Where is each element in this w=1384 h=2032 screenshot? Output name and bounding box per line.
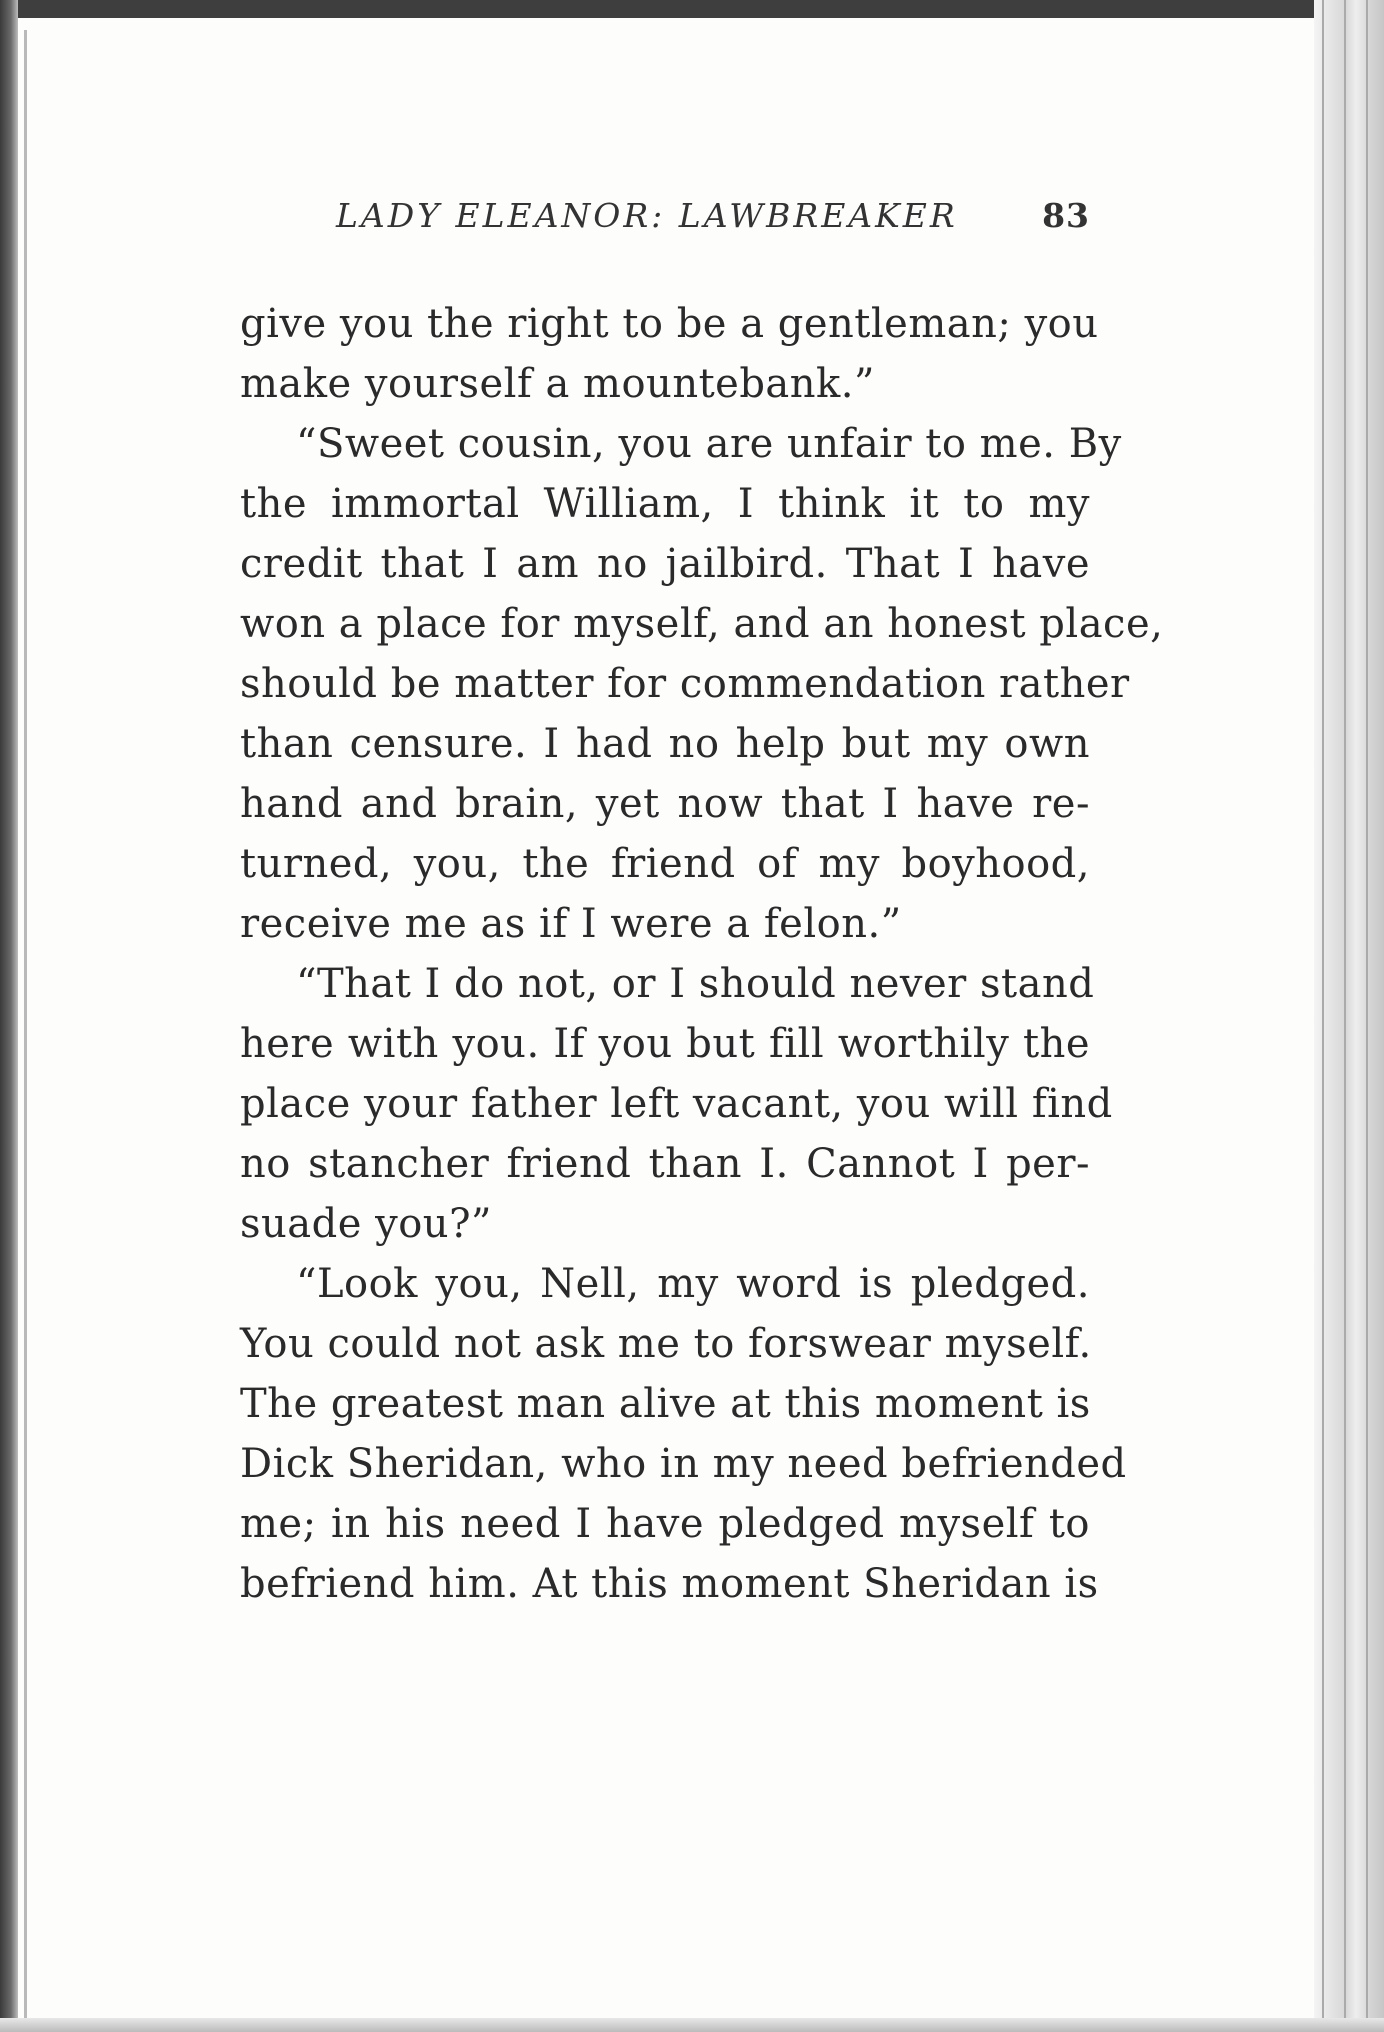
text-line: turned, you, the friend of my boyhood, [240, 841, 1090, 887]
text-line: The greatest man alive at this moment is [240, 1381, 1091, 1427]
scan-top-edge [0, 0, 1384, 18]
text-line: give you the right to be a gentleman; you [240, 301, 1099, 347]
scan-bottom-edge [0, 2018, 1384, 2032]
paragraph [240, 1254, 1127, 1614]
text-line: hand and brain, yet now that I have re- [240, 781, 1090, 827]
book-page [240, 196, 1164, 1614]
gutter-line [1322, 0, 1324, 2032]
text-line: here with you. If you but fill worthily the [240, 1021, 1090, 1067]
text-line: receive me as if I were a felon.” [240, 901, 902, 947]
text-line: place your father left vacant, you will find [240, 1081, 1113, 1127]
text-line: credit that I am no jailbird. That I have [240, 541, 1090, 587]
text-line: “Look you, Nell, my word is pledged. [296, 1261, 1090, 1307]
text-line: You could not ask me to forswear myself. [240, 1321, 1092, 1367]
text-line: should be matter for commendation rather [240, 661, 1130, 707]
paragraph [240, 954, 1113, 1254]
text-line: “Sweet cousin, you are unfair to me. By [296, 421, 1122, 467]
running-title: LADY ELEANOR: LAWBREAKER [336, 196, 958, 235]
gutter-line [1344, 0, 1346, 2032]
text-line: befriend him. At this moment Sheridan is [240, 1561, 1099, 1607]
page-number: 83 [1042, 196, 1090, 235]
page-left-rule [24, 30, 27, 2032]
paragraph [240, 294, 1099, 414]
book-gutter [1314, 0, 1384, 2032]
text-line: Dick Sheridan, who in my need befriended [240, 1441, 1127, 1487]
text-line: won a place for myself, and an honest place, [240, 601, 1164, 647]
body-text [240, 294, 1164, 1614]
text-line: no stancher friend than I. Cannot I per- [240, 1141, 1090, 1187]
gutter-line [1366, 0, 1368, 2032]
text-line: than censure. I had no help but my own [240, 721, 1090, 767]
text-line: the immortal William, I think it to my [240, 481, 1090, 527]
text-line: make yourself a mountebank.” [240, 361, 875, 407]
running-head [240, 196, 1090, 248]
paragraph [240, 414, 1164, 954]
text-line: me; in his need I have pledged myself to [240, 1501, 1090, 1547]
scan-left-edge [0, 0, 18, 2032]
text-line: suade you?” [240, 1201, 492, 1247]
text-line: “That I do not, or I should never stand [296, 961, 1095, 1007]
